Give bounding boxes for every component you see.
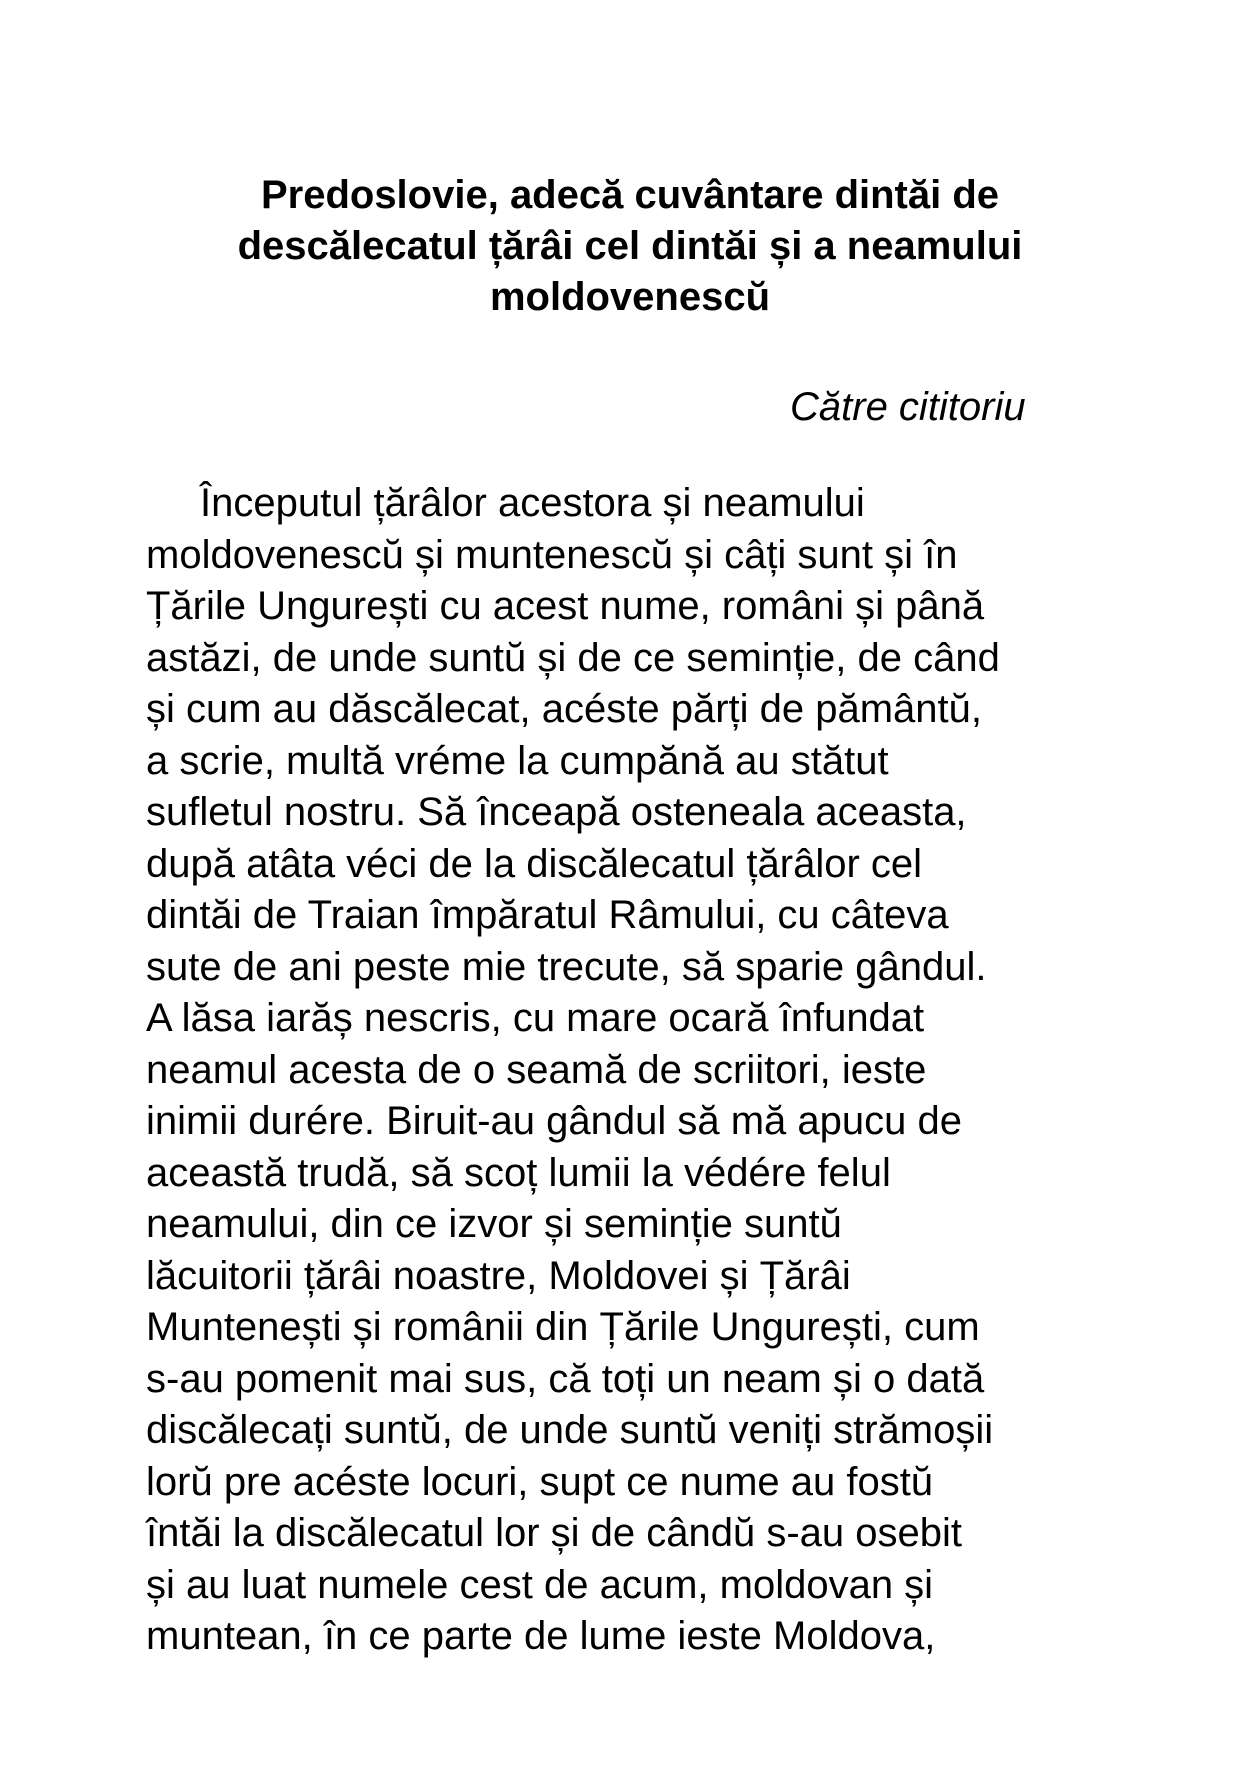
paragraph-line: discălecați suntŭ, de unde suntŭ veniți strămoșii	[146, 1408, 994, 1452]
paragraph-line: s-au pomenit mai sus, că toți un neam și o dată	[146, 1356, 985, 1401]
body-paragraph	[146, 478, 1146, 1663]
paragraph-line: Muntenești și românii din Țările Ungurești, cum	[146, 1305, 980, 1349]
paragraph-line: neamului, din ce izvor și seminție suntŭ	[146, 1202, 842, 1246]
paragraph-line: și au luat numele cest de acum, moldovan și	[146, 1562, 934, 1607]
paragraph-line: această trudă, să scoț lumii la védére felul	[146, 1150, 891, 1195]
chapter-title-line: descălecatul țărâi cel dintăi și a neamului	[237, 224, 1023, 268]
paragraph-line: sufletul nostru. Să înceapă osteneala aceasta,	[146, 790, 967, 834]
chapter-title	[180, 170, 1080, 323]
paragraph-line: moldovenescŭ și muntenescŭ și câți sunt și în	[146, 532, 958, 577]
chapter-title-line: moldovenescŭ	[489, 275, 771, 319]
paragraph-line: inimii durére. Biruit-au gândul să mă apucu de	[146, 1099, 962, 1143]
paragraph-line: și cum au dăscălecat, acéste părți de pământŭ,	[146, 687, 983, 731]
paragraph-line: întăi la discălecatul lor și de cândŭ s-au osebit	[146, 1511, 963, 1555]
paragraph-line: muntean, în ce parte de lume ieste Moldova,	[146, 1614, 936, 1658]
paragraph-line: Țările Ungurești cu acest nume, români și până	[146, 584, 985, 628]
paragraph-line: lorŭ pre acéste locuri, supt ce nume au fostŭ	[146, 1459, 934, 1504]
paragraph-line: a scrie, multă vréme la cumpănă au stătut	[146, 738, 889, 783]
paragraph-line: Începutul țărâlor acestora și neamului	[200, 481, 865, 525]
paragraph-line: lăcuitorii țărâi noastre, Moldovei și Țărâi	[146, 1253, 851, 1298]
chapter-title-line: Predoslovie, adecă cuvântare dintăi de	[260, 173, 1000, 217]
paragraph-line: astăzi, de unde suntŭ și de ce seminție, de când	[146, 635, 1000, 680]
paragraph-line: sute de ani peste mie trecute, să sparie gândul.	[146, 944, 987, 989]
dedication: Către cititoriu	[790, 385, 1026, 429]
paragraph-line: dintăi de Traian împăratul Râmului, cu câteva	[146, 893, 949, 937]
paragraph-line: după atâta véci de la discălecatul țărâlor cel	[146, 841, 923, 886]
paragraph-line: A lăsa iarăș nescris, cu mare ocară înfundat	[146, 996, 925, 1040]
paragraph-line: neamul acesta de o seamă de scriitori, ieste	[146, 1047, 927, 1092]
